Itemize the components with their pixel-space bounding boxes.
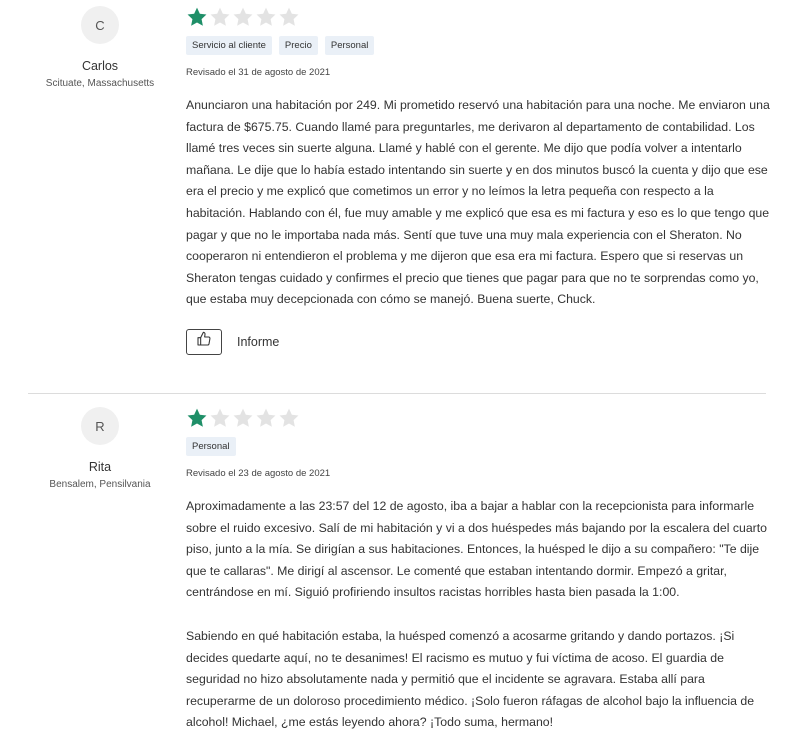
thumbs-up-icon xyxy=(196,331,212,352)
star-icon xyxy=(255,407,277,429)
review-tags xyxy=(186,437,770,456)
review-date: Revisado el 23 de agosto de 2021 xyxy=(186,468,331,479)
review-content xyxy=(186,6,770,355)
star-rating xyxy=(186,407,770,429)
like-button[interactable] xyxy=(186,329,222,355)
review-body xyxy=(186,496,770,734)
review-author xyxy=(28,407,172,490)
review-author xyxy=(28,6,172,89)
tag-price: Precio xyxy=(279,36,318,55)
star-icon xyxy=(232,407,254,429)
star-icon xyxy=(278,6,300,28)
review-date: Revisado el 31 de agosto de 2021 xyxy=(186,67,331,78)
star-icon xyxy=(186,6,208,28)
star-rating xyxy=(186,6,770,28)
star-icon xyxy=(209,407,231,429)
star-icon xyxy=(232,6,254,28)
review-body xyxy=(186,95,770,311)
review-paragraph: Aproximadamente a las 23:57 del 12 de agosto, iba a bajar a hablar con la recepcionista para informarle sobre el ruido excesivo. Salí de mi habitación y vi a dos huéspedes más bajando por la escalera del cuarto piso, junto a la mía. Se dirigían a sus habitaciones. Entonces, la huésped le dijo a su compañero: "Te dije que te callaras". Me dirigí al ascensor. Le comenté que estaban intentando dormir. Empezó a gritar, centrándose en mí. Siguió profiriendo insultos racistas horribles hasta bien pasada la 1:00. xyxy=(186,499,768,600)
review-content xyxy=(186,407,770,734)
tag-customer-service: Servicio al cliente xyxy=(186,36,272,55)
star-icon xyxy=(255,6,277,28)
tag-staff: Personal xyxy=(186,437,236,456)
author-location: Bensalem, Pensilvania xyxy=(49,479,151,490)
author-location: Scituate, Massachusetts xyxy=(45,78,155,89)
star-icon xyxy=(186,407,208,429)
avatar[interactable]: R xyxy=(81,407,119,445)
review-actions xyxy=(186,329,770,355)
avatar[interactable]: C xyxy=(81,6,119,44)
review-tags xyxy=(186,36,770,55)
review-paragraph: Anunciaron una habitación por 249. Mi prometido reservó una habitación para una noche. Me enviaron una factura de $675.75. Cuando llamé para preguntarles, me derivaron al departamento de contabilidad. Los llamé tres veces sin suerte alguna. Llamé y hablé con el gerente. Me dijo que podía volver a intentarlo mañana. Le dije que lo había estado intentando sin suerte y en dos minutos buscó la cuenta y dijo que ese era el precio y me explicó que cometimos un error y no leímos la letra pequeña con respecto a la habitación. Hablando con él, fue muy amable y me explicó que esa es mi factura y eso es lo que tengo que pagar y que no le importaba nada más. Sentí que tuve una muy mala experiencia con el Sheraton. No cooperaron ni entendieron el problema y me dijeron que esa era mi factura. Espero que si reservas un Sheraton tengas cuidado y confirmes el precio que tienes que pagar para que no te sorprendas como yo, que estaba muy decepcionada con cómo se manejó. Buena suerte, Chuck. xyxy=(186,98,770,307)
tag-staff: Personal xyxy=(325,36,375,55)
report-link[interactable]: Informe xyxy=(237,334,280,349)
author-name[interactable]: Carlos xyxy=(81,59,119,73)
star-icon xyxy=(278,407,300,429)
review-card xyxy=(0,393,806,738)
review-paragraph: Sabiendo en qué habitación estaba, la huésped comenzó a acosarme gritando y dando portazos. ¡Si decides quedarte aquí, no te desanimes! El racismo es mutuo y fui víctima de acoso. El guardia de seguridad no hizo absolutamente nada y permitió que el incidente se agravara. Estaba allí para recuperarme de un doloroso procedimiento médico. ¡Solo fueron ráfagas de alcohol bajo la influencia de alcohol! Michael, ¿me estás leyendo ahora? ¡Todo suma, hermano! xyxy=(186,628,755,730)
author-name[interactable]: Rita xyxy=(88,460,112,474)
star-icon xyxy=(209,6,231,28)
